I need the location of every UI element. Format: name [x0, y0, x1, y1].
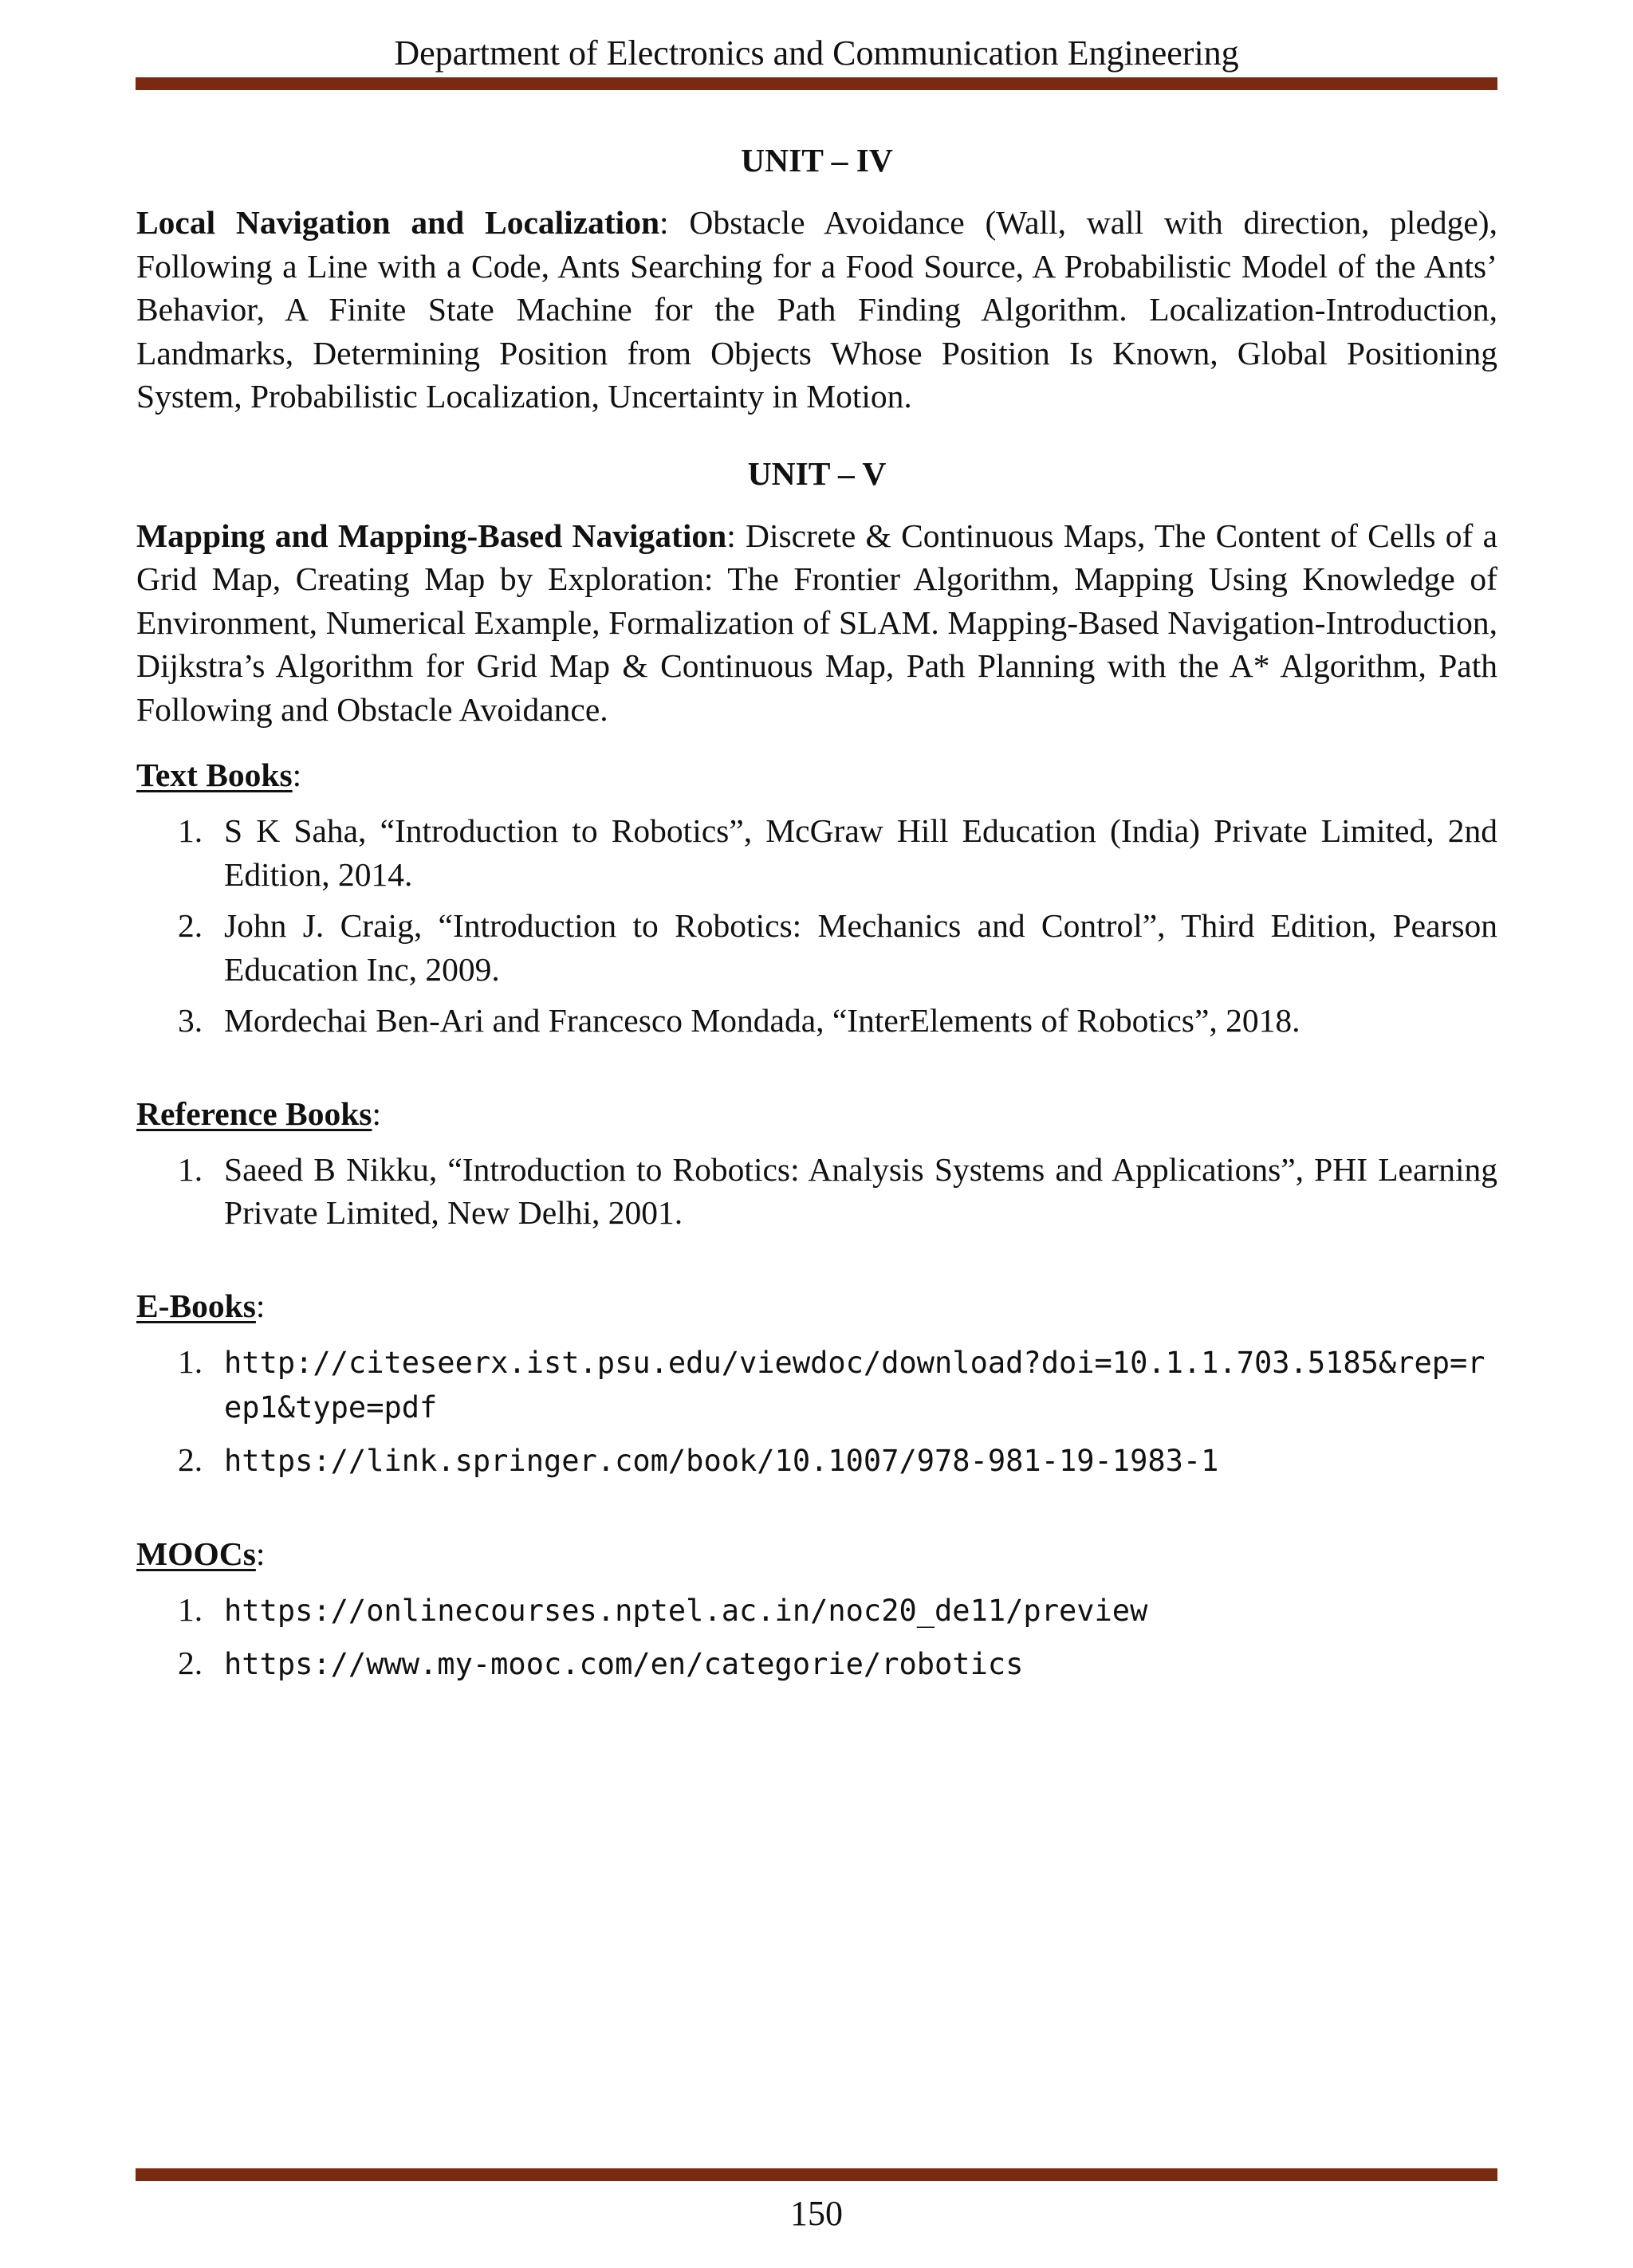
list-item: [136, 1148, 1497, 1235]
header-rule: [136, 77, 1497, 90]
book-entry: John J. Craig, “Introduction to Robotics: Mechanics and Control”, Third Edition, Pearson Education Inc, 2009.: [224, 907, 1497, 988]
list-number: 1.: [178, 812, 203, 849]
unit-iv-paragraph: [136, 201, 1497, 419]
list-item: [136, 809, 1497, 896]
book-entry: Saeed B Nikku, “Introduction to Robotics: Analysis Systems and Applications”, PHI Learning Private Limited, New Delhi, 2001.: [224, 1150, 1497, 1231]
moocs-heading-line: MOOCs:: [136, 1535, 266, 1572]
list-number: 1.: [178, 1591, 203, 1628]
page-content: [136, 134, 1497, 1686]
list-number: 1.: [178, 1342, 203, 1380]
list-item: [136, 999, 1497, 1043]
unit-v-title: UNIT – V: [747, 454, 887, 492]
unit-v-body: : Discrete & Continuous Maps, The Content of Cells of a Grid Map, Creating Map by Exploration: The Frontier Algorithm, Mapping Using Knowledge of Environment, Numerical Example, Formalization of SLAM. Mapping-Based Navigation-Introduction, Dijkstra’s Algorithm for Grid Map & Continuous Map, Path Planning with the A* Algorithm, Path Following and Obstacle Avoidance.: [136, 517, 1497, 728]
list-item: [136, 1588, 1497, 1633]
ebook-link[interactable]: http://citeseerx.ist.psu.edu/viewdoc/download?doi=10.1.1.703.5185&rep=rep1&type=pdf: [224, 1345, 1485, 1425]
book-entry: Mordechai Ben-Ari and Francesco Mondada, “InterElements of Robotics”, 2018.: [224, 1002, 1300, 1039]
ebooks-heading-line: E-Books:: [136, 1287, 266, 1324]
moocs-heading: MOOCs: [136, 1535, 256, 1572]
unit-iv-topic: Local Navigation and Localization: [136, 204, 660, 241]
ebooks-heading: E-Books: [136, 1287, 256, 1324]
book-entry: S K Saha, “Introduction to Robotics”, McGraw Hill Education (India) Private Limited, 2nd Edition, 2014.: [224, 812, 1497, 893]
list-item: [136, 1340, 1497, 1430]
list-item: [136, 1438, 1497, 1484]
reference-books-heading: Reference Books: [136, 1095, 372, 1132]
ebook-link[interactable]: https://link.springer.com/book/10.1007/978-981-19-1983-1: [224, 1443, 1219, 1478]
list-number: 2.: [178, 1441, 203, 1478]
list-item: [136, 904, 1497, 991]
unit-iv-body: : Obstacle Avoidance (Wall, wall with direction, pledge), Following a Line with a Code, Ants Searching for a Food Source, A Probabilistic Model of the Ants’ Behavior, A Finite State Machine for the Path Finding Algorithm. Localization-Introduction, Landmarks, Determining Position from Objects Whose Position Is Known, Global Positioning System, Probabilistic Localization, Uncertainty in Motion.: [136, 204, 1497, 415]
text-books-list: [136, 809, 1497, 1043]
reference-books-list: [136, 1148, 1497, 1235]
text-books-heading-line: Text Books:: [136, 757, 302, 793]
list-item: [136, 1641, 1497, 1687]
text-books-heading: Text Books: [136, 757, 293, 793]
reference-books-heading-line: Reference Books:: [136, 1095, 381, 1132]
list-number: 3.: [178, 1002, 203, 1039]
moocs-list: [136, 1588, 1497, 1686]
mooc-link[interactable]: https://www.my-mooc.com/en/categorie/robotics: [224, 1646, 1024, 1681]
ebooks-list: [136, 1340, 1497, 1484]
list-number: 1.: [178, 1150, 203, 1188]
page-number: 150: [790, 2194, 843, 2233]
footer-rule: [136, 2168, 1497, 2181]
list-number: 2.: [178, 1644, 203, 1681]
unit-v-topic: Mapping and Mapping-Based Navigation: [136, 517, 727, 554]
list-number: 2.: [178, 907, 203, 944]
page-header: Department of Electronics and Communication Engineering: [394, 33, 1239, 73]
unit-v-paragraph: [136, 514, 1497, 732]
mooc-link[interactable]: https://onlinecourses.nptel.ac.in/noc20_de11/preview: [224, 1594, 1148, 1628]
unit-iv-title: UNIT – IV: [741, 142, 893, 179]
